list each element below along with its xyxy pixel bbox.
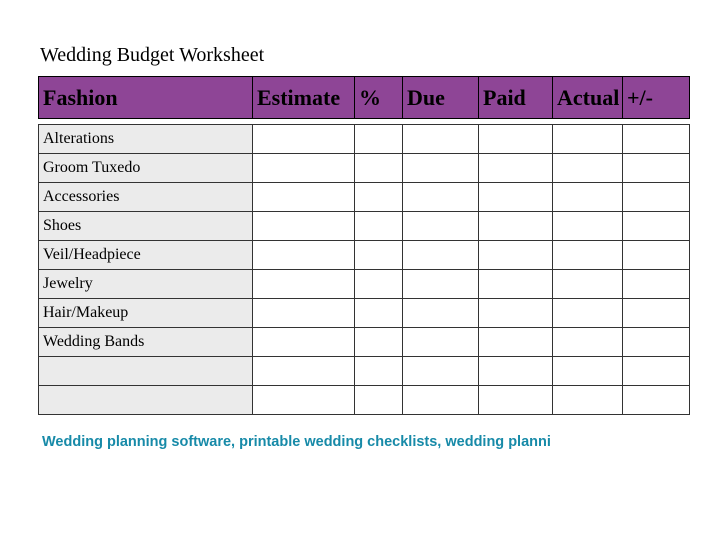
paid-cell[interactable] <box>479 357 553 386</box>
table-row <box>39 299 690 328</box>
row-label: Jewelry <box>39 270 253 299</box>
due-cell[interactable] <box>403 328 479 357</box>
table-row <box>39 241 690 270</box>
difference-cell[interactable] <box>623 183 690 212</box>
actual-cell[interactable] <box>553 386 623 415</box>
estimate-cell[interactable] <box>253 241 355 270</box>
column-header-due: Due <box>403 77 479 119</box>
worksheet-title: Wedding Budget Worksheet <box>40 44 265 66</box>
percent-cell[interactable] <box>355 386 403 415</box>
paid-cell[interactable] <box>479 125 553 154</box>
actual-cell[interactable] <box>553 270 623 299</box>
table-row <box>39 270 690 299</box>
actual-cell[interactable] <box>553 125 623 154</box>
table-row <box>39 212 690 241</box>
table-row <box>39 357 690 386</box>
table-row <box>39 154 690 183</box>
paid-cell[interactable] <box>479 212 553 241</box>
estimate-cell[interactable] <box>253 270 355 299</box>
due-cell[interactable] <box>403 154 479 183</box>
estimate-cell[interactable] <box>253 183 355 212</box>
column-header-difference: +/- <box>623 77 690 119</box>
paid-cell[interactable] <box>479 183 553 212</box>
estimate-cell[interactable] <box>253 328 355 357</box>
table-row <box>39 328 690 357</box>
paid-cell[interactable] <box>479 386 553 415</box>
difference-cell[interactable] <box>623 328 690 357</box>
estimate-cell[interactable] <box>253 386 355 415</box>
percent-cell[interactable] <box>355 154 403 183</box>
due-cell[interactable] <box>403 357 479 386</box>
table-row <box>39 125 690 154</box>
actual-cell[interactable] <box>553 328 623 357</box>
paid-cell[interactable] <box>479 270 553 299</box>
due-cell[interactable] <box>403 125 479 154</box>
paid-cell[interactable] <box>479 154 553 183</box>
difference-cell[interactable] <box>623 386 690 415</box>
actual-cell[interactable] <box>553 154 623 183</box>
difference-cell[interactable] <box>623 299 690 328</box>
due-cell[interactable] <box>403 270 479 299</box>
column-header-estimate: Estimate <box>253 77 355 119</box>
due-cell[interactable] <box>403 386 479 415</box>
percent-cell[interactable] <box>355 299 403 328</box>
percent-cell[interactable] <box>355 183 403 212</box>
due-cell[interactable] <box>403 299 479 328</box>
row-label: Shoes <box>39 212 253 241</box>
due-cell[interactable] <box>403 212 479 241</box>
column-header-paid: Paid <box>479 77 553 119</box>
percent-cell[interactable] <box>355 270 403 299</box>
difference-cell[interactable] <box>623 125 690 154</box>
row-label: Wedding Bands <box>39 328 253 357</box>
difference-cell[interactable] <box>623 154 690 183</box>
actual-cell[interactable] <box>553 357 623 386</box>
estimate-cell[interactable] <box>253 357 355 386</box>
percent-cell[interactable] <box>355 328 403 357</box>
paid-cell[interactable] <box>479 241 553 270</box>
difference-cell[interactable] <box>623 270 690 299</box>
paid-cell[interactable] <box>479 299 553 328</box>
actual-cell[interactable] <box>553 183 623 212</box>
percent-cell[interactable] <box>355 357 403 386</box>
actual-cell[interactable] <box>553 241 623 270</box>
row-label <box>39 386 253 415</box>
worksheet-grid <box>38 124 690 415</box>
paid-cell[interactable] <box>479 328 553 357</box>
row-label: Veil/Headpiece <box>39 241 253 270</box>
actual-cell[interactable] <box>553 299 623 328</box>
worksheet-header <box>38 76 690 119</box>
estimate-cell[interactable] <box>253 299 355 328</box>
column-header-fashion: Fashion <box>39 77 253 119</box>
difference-cell[interactable] <box>623 212 690 241</box>
column-header-actual: Actual <box>553 77 623 119</box>
difference-cell[interactable] <box>623 241 690 270</box>
actual-cell[interactable] <box>553 212 623 241</box>
table-row <box>39 183 690 212</box>
row-label: Alterations <box>39 125 253 154</box>
estimate-cell[interactable] <box>253 154 355 183</box>
percent-cell[interactable] <box>355 125 403 154</box>
row-label <box>39 357 253 386</box>
row-label: Groom Tuxedo <box>39 154 253 183</box>
estimate-cell[interactable] <box>253 125 355 154</box>
row-label: Accessories <box>39 183 253 212</box>
estimate-cell[interactable] <box>253 212 355 241</box>
percent-cell[interactable] <box>355 212 403 241</box>
column-header-percent: % <box>355 77 403 119</box>
percent-cell[interactable] <box>355 241 403 270</box>
due-cell[interactable] <box>403 241 479 270</box>
table-row <box>39 386 690 415</box>
row-label: Hair/Makeup <box>39 299 253 328</box>
difference-cell[interactable] <box>623 357 690 386</box>
due-cell[interactable] <box>403 183 479 212</box>
footer-link[interactable]: Wedding planning software, printable wedding checklists, wedding planni <box>42 434 551 450</box>
